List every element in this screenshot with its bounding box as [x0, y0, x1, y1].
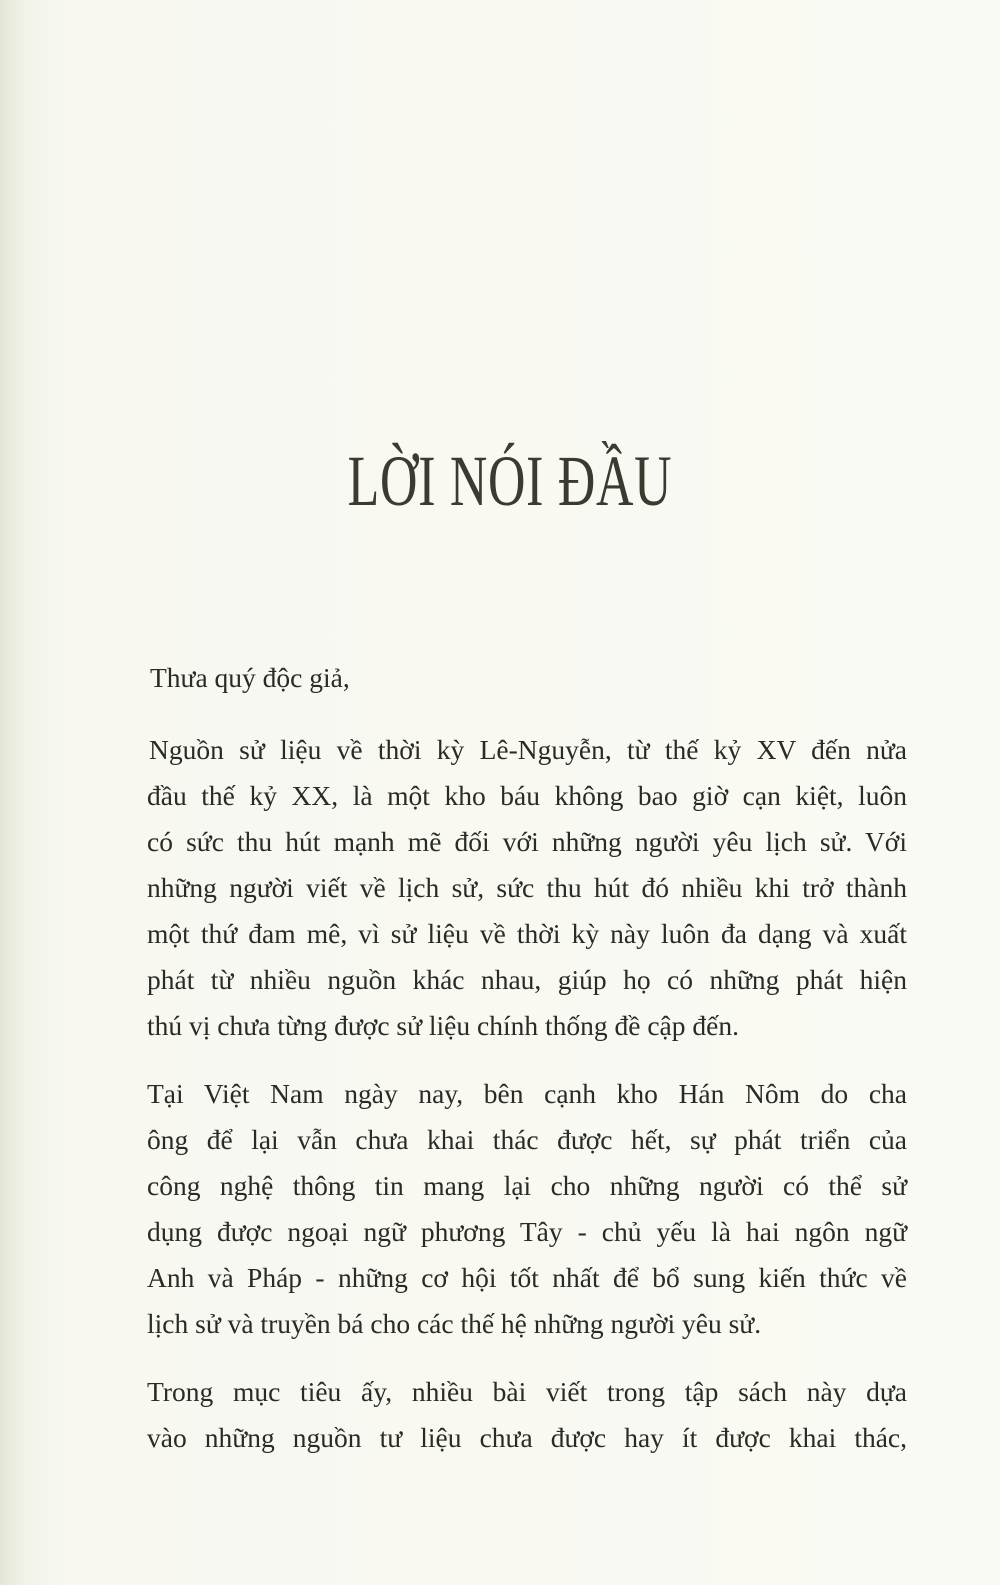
- page-title: LỜI NÓI ĐẦU: [347, 441, 673, 521]
- text-line: một thứ đam mê, vì sử liệu về thời kỳ này luôn đa dạng và xuất: [147, 918, 907, 949]
- text-line: Anh và Pháp - những cơ hội tốt nhất để bổ sung kiến thức về: [147, 1262, 907, 1293]
- text-line: lịch sử và truyền bá cho các thế hệ những người yêu sử.: [147, 1308, 762, 1339]
- text-line: Trong mục tiêu ấy, nhiều bài viết trong tập sách này dựa: [147, 1376, 907, 1407]
- text-line: phát từ nhiều nguồn khác nhau, giúp họ có những phát hiện: [147, 964, 907, 995]
- text-line: vào những nguồn tư liệu chưa được hay ít được khai thác,: [147, 1422, 907, 1453]
- text-line: đầu thế kỷ XX, là một kho báu không bao giờ cạn kiệt, luôn: [147, 780, 907, 811]
- salutation: Thưa quý độc giả,: [150, 662, 350, 693]
- text-line: thú vị chưa từng được sử liệu chính thống đề cập đến.: [147, 1010, 739, 1041]
- text-line: công nghệ thông tin mang lại cho những người có thể sử: [147, 1170, 907, 1201]
- text-line: có sức thu hút mạnh mẽ đối với những người yêu lịch sử. Với: [147, 826, 907, 857]
- text-line: dụng được ngoại ngữ phương Tây - chủ yếu là hai ngôn ngữ: [147, 1216, 907, 1247]
- text-line: Nguồn sử liệu về thời kỳ Lê-Nguyễn, từ thế kỷ XV đến nửa: [149, 734, 907, 765]
- text-line: những người viết về lịch sử, sức thu hút đó nhiều khi trở thành: [147, 872, 907, 903]
- text-line: ông để lại vẫn chưa khai thác được hết, sự phát triển của: [147, 1124, 907, 1155]
- text-line: Tại Việt Nam ngày nay, bên cạnh kho Hán Nôm do cha: [147, 1078, 907, 1109]
